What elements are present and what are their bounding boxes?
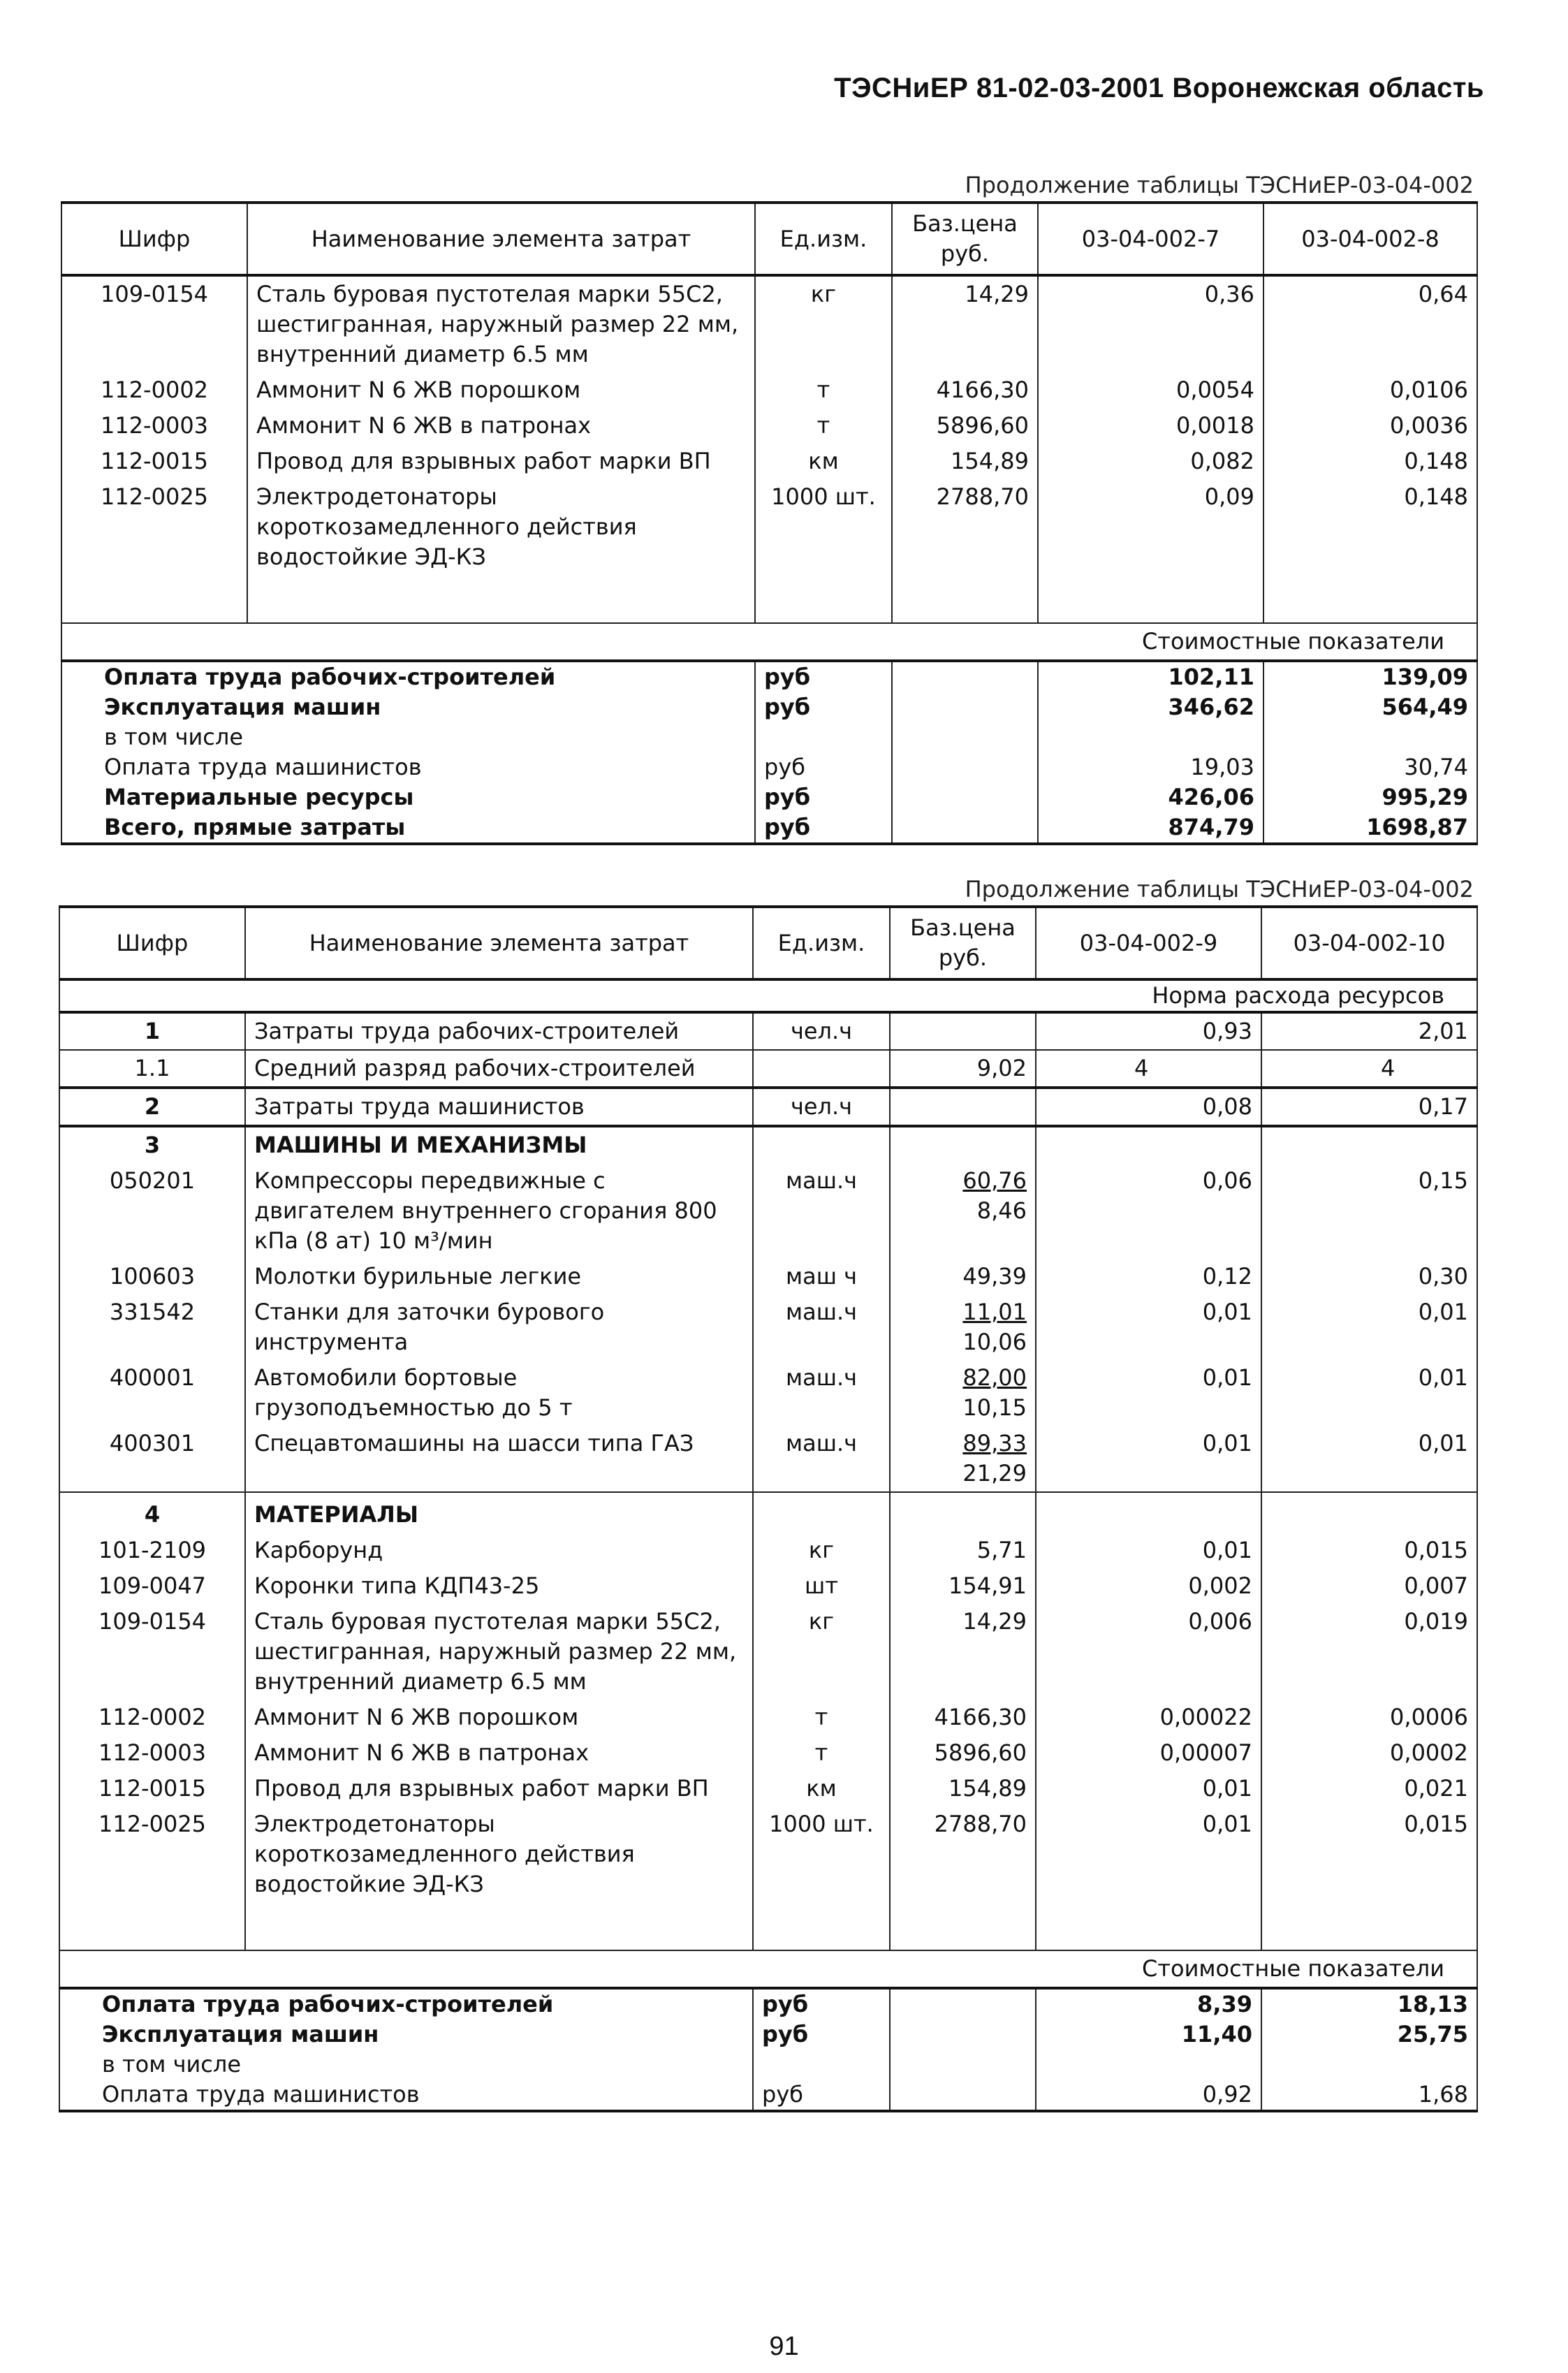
row-value-1: 0,09 xyxy=(1038,479,1263,575)
col-header-code: Шифр xyxy=(59,907,245,979)
row-value-2: 0,007 xyxy=(1261,1568,1477,1604)
table2 xyxy=(59,905,1478,2112)
row-code: 400001 xyxy=(59,1360,245,1426)
row-code: 1 xyxy=(59,1012,245,1050)
row-unit: маш ч xyxy=(753,1259,890,1294)
cost-unit: руб xyxy=(755,692,892,722)
cost-unit: руб xyxy=(755,782,892,812)
cost-value-2: 18,13 xyxy=(1261,1988,1477,2020)
row-unit: 1000 шт. xyxy=(755,479,892,575)
section-row-machines xyxy=(59,1126,1477,1163)
material-row xyxy=(59,1735,1477,1771)
section-title: МАШИНЫ И МЕХАНИЗМЫ xyxy=(245,1126,753,1163)
cost-label: Всего, прямые затраты xyxy=(61,812,755,844)
row-name: Аммонит N 6 ЖВ порошком xyxy=(245,1700,753,1735)
cost-row xyxy=(59,1988,1477,2020)
table1-header-row xyxy=(61,203,1477,275)
cost-unit: руб xyxy=(753,2080,890,2111)
col-header-price: Баз.цена руб. xyxy=(892,203,1038,275)
row-price-secondary: 21,29 xyxy=(962,1460,1027,1487)
material-row xyxy=(59,1568,1477,1604)
row-price: 154,89 xyxy=(892,444,1038,479)
row-unit: т xyxy=(755,372,892,408)
row-value-1: 0,01 xyxy=(1036,1771,1261,1806)
row-price xyxy=(890,1088,1036,1126)
row-price: 5,71 xyxy=(890,1533,1036,1568)
row-price: 60,76 xyxy=(962,1167,1027,1194)
row-value-2: 0,0036 xyxy=(1263,408,1477,444)
cost-row xyxy=(59,2050,1477,2080)
cost-row xyxy=(61,722,1477,752)
row-unit: маш.ч xyxy=(753,1360,890,1426)
row-unit: кг xyxy=(755,275,892,372)
row-price: 5896,60 xyxy=(890,1735,1036,1771)
row-code: 331542 xyxy=(59,1294,245,1360)
cost-unit xyxy=(755,722,892,752)
row-value-1: 0,12 xyxy=(1036,1259,1261,1294)
cost-value-1: 19,03 xyxy=(1038,752,1263,782)
row-value-2: 0,148 xyxy=(1263,444,1477,479)
spacer-row xyxy=(61,575,1477,623)
cost-row xyxy=(59,2020,1477,2050)
cost-label: Оплата труда машинистов xyxy=(59,2080,753,2111)
cost-header-row xyxy=(59,1950,1477,1988)
row-code: 112-0002 xyxy=(61,372,247,408)
cost-header-row xyxy=(61,623,1477,661)
cost-label: Эксплуатация машин xyxy=(59,2020,753,2050)
row-code: 050201 xyxy=(59,1163,245,1259)
cost-unit: руб xyxy=(755,661,892,692)
norm-header: Норма расхода ресурсов xyxy=(59,979,1477,1012)
cost-value-2: 1,68 xyxy=(1261,2080,1477,2111)
row-value-2: 0,15 xyxy=(1261,1163,1477,1259)
section-row-materials xyxy=(59,1492,1477,1533)
labor-row xyxy=(59,1088,1477,1126)
cost-row xyxy=(61,752,1477,782)
row-value-1: 0,93 xyxy=(1036,1012,1261,1050)
cost-value-1: 874,79 xyxy=(1038,812,1263,844)
row-value-2: 0,019 xyxy=(1261,1604,1477,1700)
col-header-variant-2: 03-04-002-8 xyxy=(1263,203,1477,275)
cost-unit xyxy=(753,2050,890,2080)
cost-unit: руб xyxy=(753,1988,890,2020)
row-name: Средний разряд рабочих-строителей xyxy=(245,1050,753,1088)
row-value-1: 0,01 xyxy=(1036,1533,1261,1568)
table1 xyxy=(61,201,1478,845)
row-name: Компрессоры передвижные с двигателем внутреннего сгорания 800 кПа (8 ат) 10 м³/мин xyxy=(245,1163,753,1259)
row-unit: т xyxy=(753,1700,890,1735)
section-code: 3 xyxy=(59,1126,245,1163)
row-code: 2 xyxy=(59,1088,245,1126)
row-price: 14,29 xyxy=(892,275,1038,372)
row-value-2: 0,148 xyxy=(1263,479,1477,575)
row-value-2: 0,17 xyxy=(1261,1088,1477,1126)
col-header-unit: Ед.изм. xyxy=(755,203,892,275)
row-price: 4166,30 xyxy=(890,1700,1036,1735)
cost-header: Стоимостные показатели xyxy=(59,1950,1477,1988)
cost-label: в том числе xyxy=(59,2050,753,2080)
row-price: 14,29 xyxy=(890,1604,1036,1700)
row-name: Затраты труда машинистов xyxy=(245,1088,753,1126)
row-price: 49,39 xyxy=(962,1263,1027,1290)
col-header-name: Наименование элемента затрат xyxy=(245,907,753,979)
page-number: 91 xyxy=(769,2332,799,2361)
cost-unit: руб xyxy=(755,812,892,844)
col-header-variant-2: 03-04-002-10 xyxy=(1261,907,1477,979)
row-code: 112-0025 xyxy=(59,1806,245,1902)
row-value-2: 0,64 xyxy=(1263,275,1477,372)
row-value-2: 0,0002 xyxy=(1261,1735,1477,1771)
cost-value-2 xyxy=(1261,2050,1477,2080)
row-value-2: 0,01 xyxy=(1261,1294,1477,1360)
row-price-secondary: 10,15 xyxy=(962,1394,1027,1421)
material-row xyxy=(59,1604,1477,1700)
cost-label: Оплата труда машинистов xyxy=(61,752,755,782)
row-name: Карборунд xyxy=(245,1533,753,1568)
row-price: 2788,70 xyxy=(892,479,1038,575)
row-value-1: 0,002 xyxy=(1036,1568,1261,1604)
row-code: 112-0002 xyxy=(59,1700,245,1735)
row-value-2: 0,01 xyxy=(1261,1426,1477,1492)
table-row xyxy=(61,479,1477,575)
row-value-2: 0,0006 xyxy=(1261,1700,1477,1735)
cost-label: Оплата труда рабочих-строителей xyxy=(61,661,755,692)
machine-row xyxy=(59,1426,1477,1492)
row-value-2: 0,015 xyxy=(1261,1533,1477,1568)
col-header-code: Шифр xyxy=(61,203,247,275)
cost-row xyxy=(61,812,1477,844)
cost-value-2: 564,49 xyxy=(1263,692,1477,722)
table2-continuation-caption: Продолжение таблицы ТЭСНиЕР-03-04-002 xyxy=(965,876,1474,903)
row-name: Спецавтомашины на шасси типа ГАЗ xyxy=(245,1426,753,1492)
row-code: 112-0003 xyxy=(59,1735,245,1771)
row-unit: т xyxy=(755,408,892,444)
row-value-1: 0,01 xyxy=(1036,1294,1261,1360)
row-unit: 1000 шт. xyxy=(753,1806,890,1902)
row-unit: км xyxy=(755,444,892,479)
cost-value-2: 25,75 xyxy=(1261,2020,1477,2050)
spacer-row xyxy=(59,1902,1477,1950)
material-row xyxy=(59,1771,1477,1806)
row-code: 1.1 xyxy=(59,1050,245,1088)
table1-continuation-caption: Продолжение таблицы ТЭСНиЕР-03-04-002 xyxy=(965,172,1474,198)
row-code: 400301 xyxy=(59,1426,245,1492)
row-name: Провод для взрывных работ марки ВП xyxy=(245,1771,753,1806)
row-value-1: 0,00022 xyxy=(1036,1700,1261,1735)
row-code: 100603 xyxy=(59,1259,245,1294)
row-value-1: 0,36 xyxy=(1038,275,1263,372)
cost-value-2: 995,29 xyxy=(1263,782,1477,812)
row-value-1: 0,08 xyxy=(1036,1088,1261,1126)
row-unit: шт xyxy=(753,1568,890,1604)
row-unit: маш.ч xyxy=(753,1294,890,1360)
row-name: Провод для взрывных работ марки ВП xyxy=(247,444,755,479)
labor-row xyxy=(59,1012,1477,1050)
material-row xyxy=(59,1806,1477,1902)
machine-row xyxy=(59,1163,1477,1259)
row-code: 101-2109 xyxy=(59,1533,245,1568)
row-name: Затраты труда рабочих-строителей xyxy=(245,1012,753,1050)
row-price: 154,91 xyxy=(890,1568,1036,1604)
cost-value-1: 346,62 xyxy=(1038,692,1263,722)
row-value-1: 0,0018 xyxy=(1038,408,1263,444)
row-unit: маш.ч xyxy=(753,1163,890,1259)
table-row xyxy=(61,444,1477,479)
row-price: 9,02 xyxy=(890,1050,1036,1088)
cost-label: Оплата труда рабочих-строителей xyxy=(59,1988,753,2020)
cost-label: в том числе xyxy=(61,722,755,752)
cost-value-2: 139,09 xyxy=(1263,661,1477,692)
cost-value-2: 1698,87 xyxy=(1263,812,1477,844)
row-value-2: 0,015 xyxy=(1261,1806,1477,1902)
col-header-variant-1: 03-04-002-7 xyxy=(1038,203,1263,275)
row-price-secondary: 10,06 xyxy=(962,1329,1027,1355)
table-row xyxy=(61,275,1477,372)
row-price: 2788,70 xyxy=(890,1806,1036,1902)
row-price: 11,01 xyxy=(962,1299,1027,1325)
row-name: Аммонит N 6 ЖВ в патронах xyxy=(247,408,755,444)
col-header-unit: Ед.изм. xyxy=(753,907,890,979)
cost-row xyxy=(61,782,1477,812)
row-name: Станки для заточки бурового инструмента xyxy=(245,1294,753,1360)
col-header-price: Баз.цена руб. xyxy=(890,907,1036,979)
cost-row xyxy=(59,2080,1477,2111)
row-unit xyxy=(753,1050,890,1088)
machine-row xyxy=(59,1259,1477,1294)
row-code: 112-0003 xyxy=(61,408,247,444)
section-code: 4 xyxy=(59,1492,245,1533)
row-value-2: 0,01 xyxy=(1261,1360,1477,1426)
row-name: Аммонит N 6 ЖВ порошком xyxy=(247,372,755,408)
cost-value-2: 30,74 xyxy=(1263,752,1477,782)
row-code: 109-0154 xyxy=(59,1604,245,1700)
row-code: 112-0015 xyxy=(61,444,247,479)
cost-header: Стоимостные показатели xyxy=(61,623,1477,661)
row-code: 112-0015 xyxy=(59,1771,245,1806)
row-price: 82,00 xyxy=(962,1364,1027,1391)
cost-value-1 xyxy=(1038,722,1263,752)
material-row xyxy=(59,1700,1477,1735)
row-code: 109-0154 xyxy=(61,275,247,372)
row-value-1: 0,0054 xyxy=(1038,372,1263,408)
col-header-name: Наименование элемента затрат xyxy=(247,203,755,275)
row-unit: кг xyxy=(753,1604,890,1700)
row-unit: чел.ч xyxy=(753,1012,890,1050)
cost-value-1 xyxy=(1036,2050,1261,2080)
row-name: Молотки бурильные легкие xyxy=(245,1259,753,1294)
row-value-1: 0,01 xyxy=(1036,1426,1261,1492)
cost-row xyxy=(61,692,1477,722)
labor-row xyxy=(59,1050,1477,1088)
cost-value-1: 102,11 xyxy=(1038,661,1263,692)
table2-header-row xyxy=(59,907,1477,979)
row-name: Коронки типа КДП43-25 xyxy=(245,1568,753,1604)
row-value-1: 0,00007 xyxy=(1036,1735,1261,1771)
row-name: Аммонит N 6 ЖВ в патронах xyxy=(245,1735,753,1771)
row-unit: кг xyxy=(753,1533,890,1568)
cost-unit: руб xyxy=(753,2020,890,2050)
norm-header-row xyxy=(59,979,1477,1012)
machine-row xyxy=(59,1294,1477,1360)
row-value-2: 0,30 xyxy=(1261,1259,1477,1294)
cost-value-1: 11,40 xyxy=(1036,2020,1261,2050)
row-value-2: 2,01 xyxy=(1261,1012,1477,1050)
cost-row xyxy=(61,661,1477,692)
document-header: ТЭСНиЕР 81-02-03-2001 Воронежская область xyxy=(834,73,1484,103)
section-title: МАТЕРИАЛЫ xyxy=(245,1492,753,1533)
cost-value-1: 0,92 xyxy=(1036,2080,1261,2111)
row-value-1: 0,01 xyxy=(1036,1360,1261,1426)
row-name: Электродетонаторы короткозамедленного действия водостойкие ЭД-КЗ xyxy=(245,1806,753,1902)
material-row xyxy=(59,1533,1477,1568)
row-value-1: 0,006 xyxy=(1036,1604,1261,1700)
row-price xyxy=(890,1012,1036,1050)
row-value-1: 0,082 xyxy=(1038,444,1263,479)
machine-row xyxy=(59,1360,1477,1426)
row-price-secondary: 8,46 xyxy=(976,1197,1027,1224)
row-value-1: 0,06 xyxy=(1036,1163,1261,1259)
row-code: 109-0047 xyxy=(59,1568,245,1604)
row-name: Сталь буровая пустотелая марки 55С2, шестигранная, наружный размер 22 мм, внутренний диаметр 6.5 мм xyxy=(247,275,755,372)
row-value-1: 0,01 xyxy=(1036,1806,1261,1902)
cost-label: Материальные ресурсы xyxy=(61,782,755,812)
row-value-2: 4 xyxy=(1261,1050,1477,1088)
row-name: Автомобили бортовые грузоподъемностью до 5 т xyxy=(245,1360,753,1426)
row-name: Сталь буровая пустотелая марки 55С2, шестигранная, наружный размер 22 мм, внутренний диаметр 6.5 мм xyxy=(245,1604,753,1700)
cost-value-2 xyxy=(1263,722,1477,752)
row-value-1: 4 xyxy=(1036,1050,1261,1088)
row-price: 5896,60 xyxy=(892,408,1038,444)
row-unit: маш.ч xyxy=(753,1426,890,1492)
cost-value-1: 426,06 xyxy=(1038,782,1263,812)
row-name: Электродетонаторы короткозамедленного действия водостойкие ЭД-КЗ xyxy=(247,479,755,575)
row-value-2: 0,021 xyxy=(1261,1771,1477,1806)
row-unit: т xyxy=(753,1735,890,1771)
row-value-2: 0,0106 xyxy=(1263,372,1477,408)
row-unit: чел.ч xyxy=(753,1088,890,1126)
row-price: 89,33 xyxy=(962,1430,1027,1456)
cost-label: Эксплуатация машин xyxy=(61,692,755,722)
row-price: 154,89 xyxy=(890,1771,1036,1806)
table-row xyxy=(61,372,1477,408)
row-code: 112-0025 xyxy=(61,479,247,575)
row-price: 4166,30 xyxy=(892,372,1038,408)
cost-value-1: 8,39 xyxy=(1036,1988,1261,2020)
row-unit: км xyxy=(753,1771,890,1806)
cost-unit: руб xyxy=(755,752,892,782)
table-row xyxy=(61,408,1477,444)
col-header-variant-1: 03-04-002-9 xyxy=(1036,907,1261,979)
